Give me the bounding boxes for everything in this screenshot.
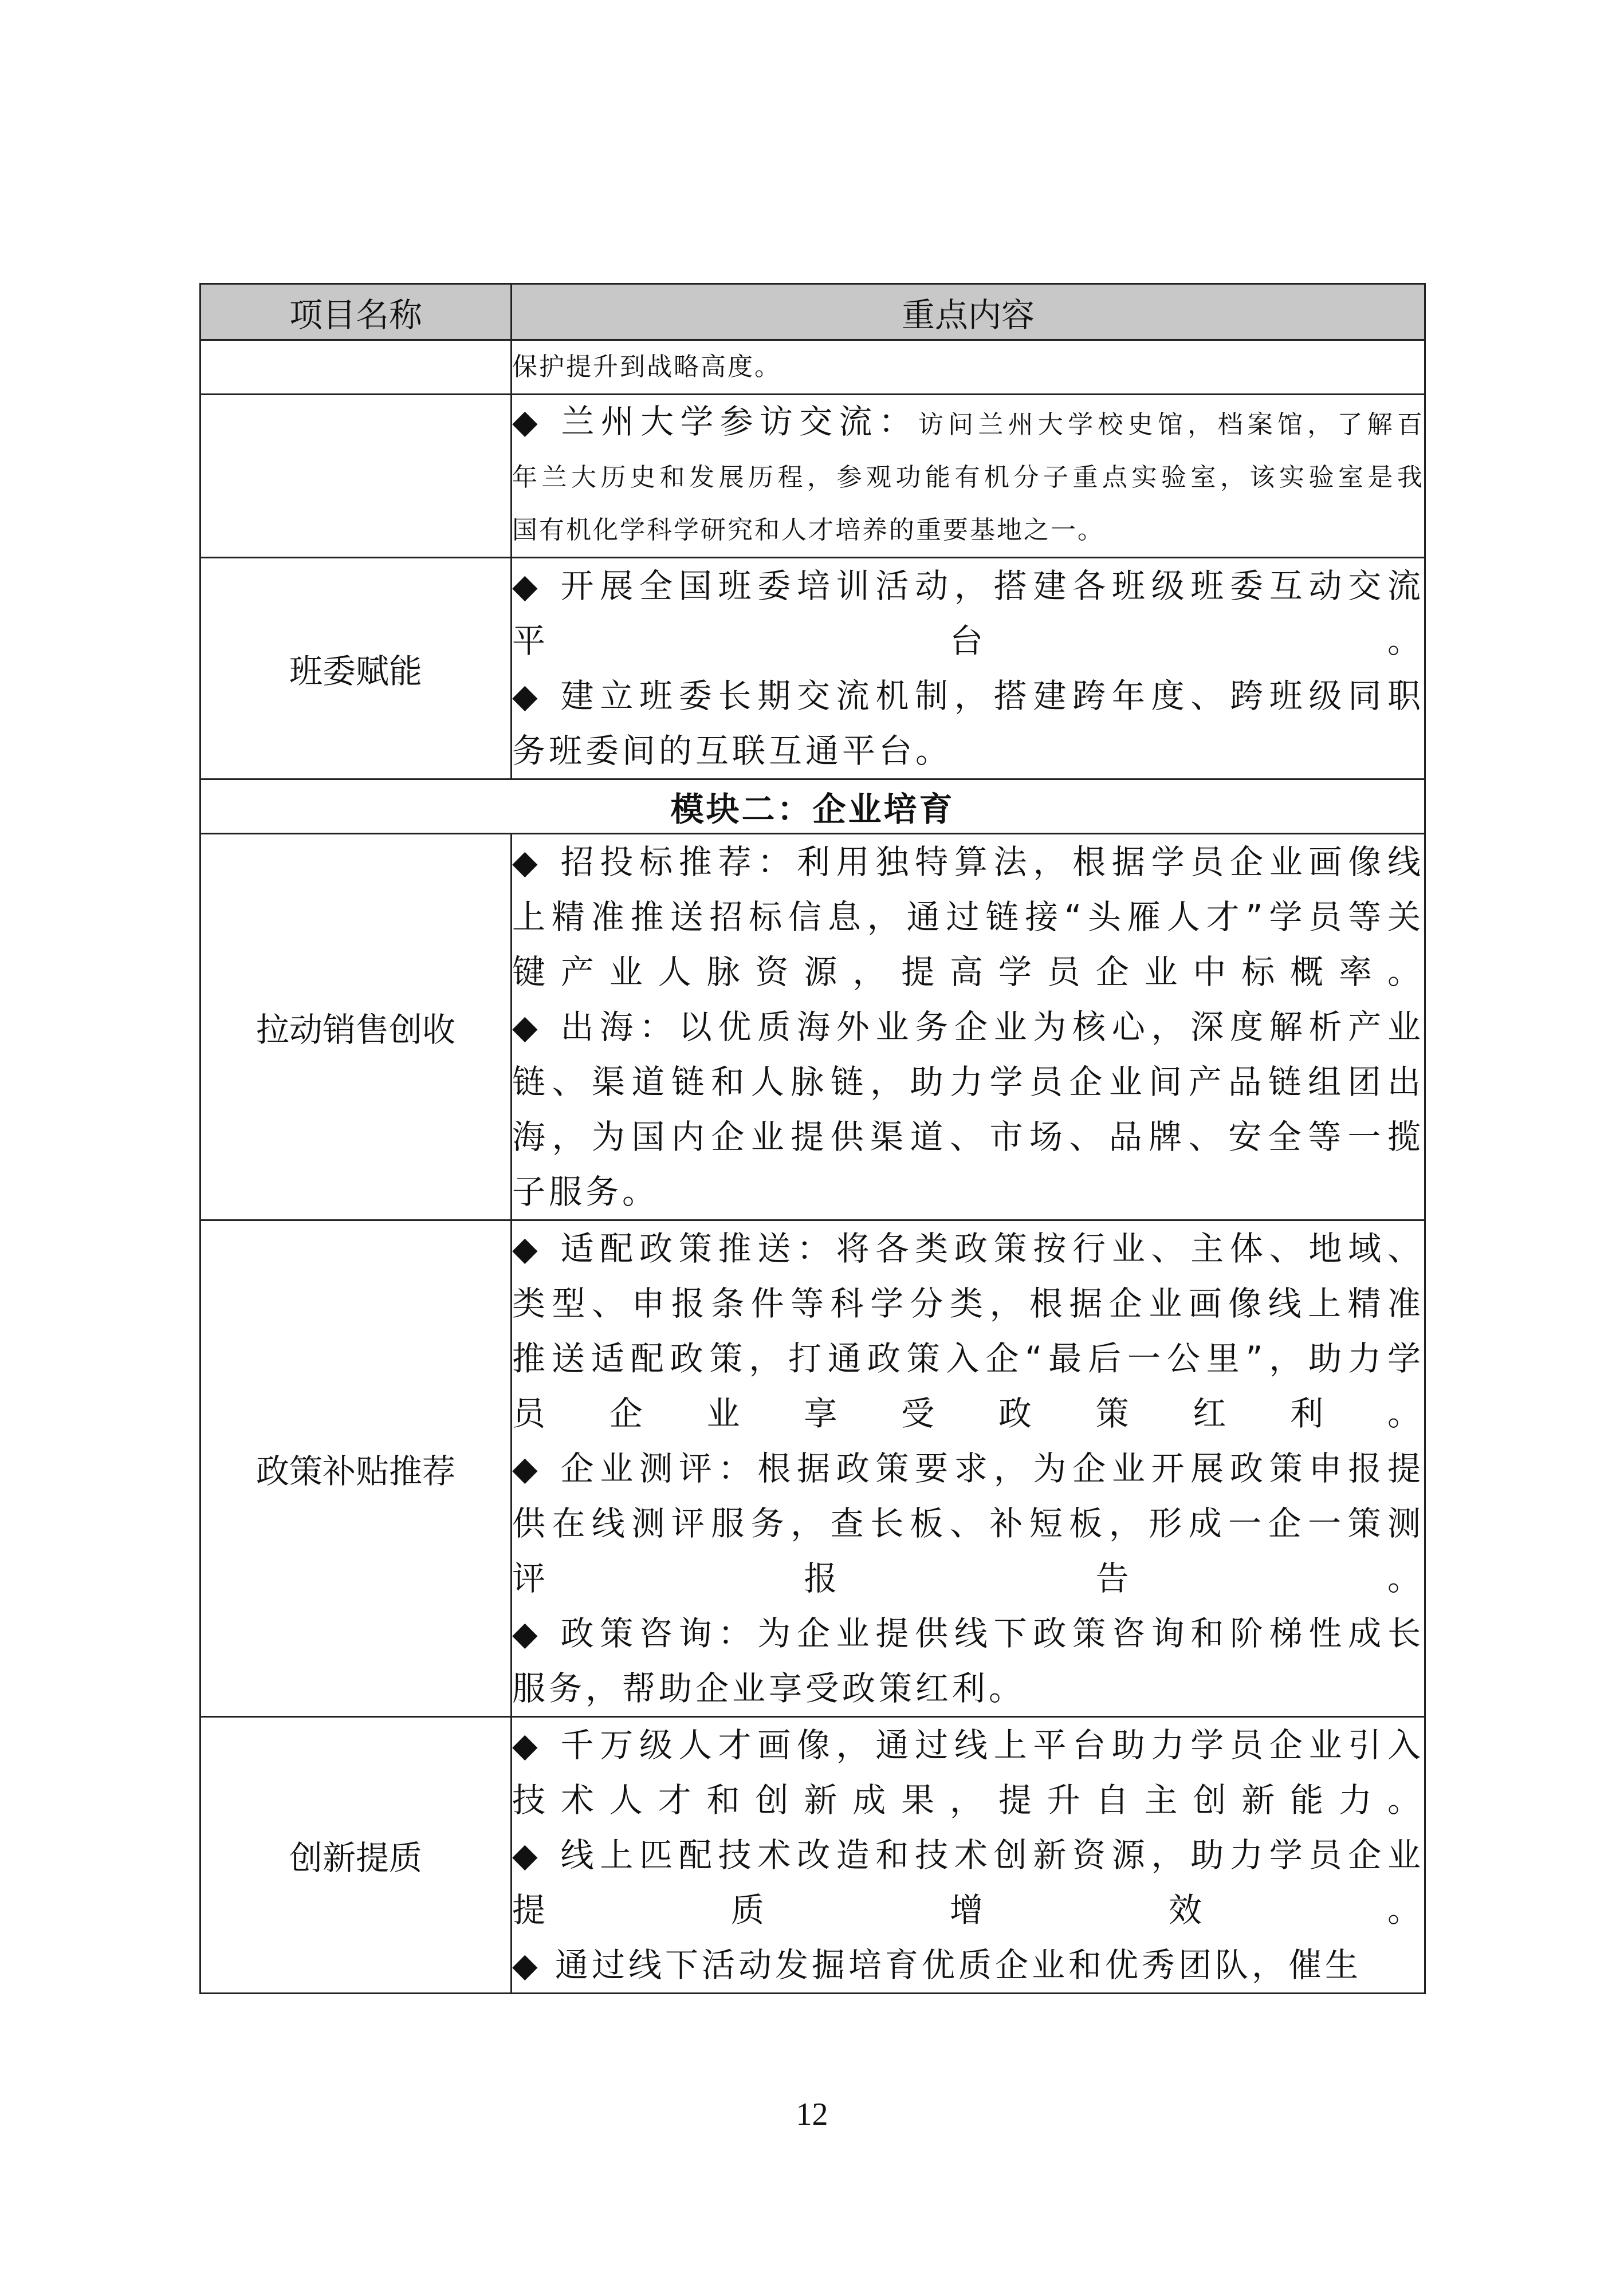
key-content-cell — [512, 834, 1425, 1220]
content-line: 海，为国内企业提供渠道、市场、品牌、安全等一揽 — [512, 1117, 1424, 1156]
content-line: 供在线测评服务，查长板、补短板，形成一企一策测 — [512, 1504, 1424, 1543]
key-content-cell — [512, 395, 1425, 558]
content-line: 推送适配政策，打通政策入企“最后一公里”，助力学 — [512, 1339, 1424, 1378]
content-line: ◆ 线上匹配技术改造和技术创新资源，助力学员企业 — [512, 1836, 1424, 1874]
content-line — [512, 395, 1424, 451]
table-row — [200, 395, 1425, 558]
content-line: ◆ 适配政策推送：将各类政策按行业、主体、地域、 — [512, 1229, 1424, 1268]
content-line: ◆ 政策咨询：为企业提供线下政策咨询和阶梯性成长 — [512, 1614, 1424, 1653]
header-key-content: 重点内容 — [512, 284, 1425, 340]
content-line: ◆ 招投标推荐：利用独特算法，根据学员企业画像线 — [512, 842, 1424, 881]
table-row — [200, 558, 1425, 779]
content-table — [199, 283, 1426, 1994]
content-line: 技术人才和创新成果，提升自主创新能力。 — [512, 1781, 1424, 1820]
project-name-cell: 班委赋能 — [200, 558, 512, 779]
section-title: 模块二：企业培育 — [200, 779, 1425, 834]
header-project-name: 项目名称 — [200, 284, 512, 340]
content-line: 保护提升到战略高度。 — [512, 352, 781, 381]
content-line: 员企业享受政策红利。 — [512, 1394, 1424, 1433]
project-name-cell: 创新提质 — [200, 1717, 512, 1994]
content-line: 服务，帮助企业享受政策红利。 — [512, 1669, 1026, 1708]
content-line: ◆ 建立班委长期交流机制，搭建跨年度、跨班级同职 — [512, 676, 1424, 715]
content-line: 子服务。 — [512, 1172, 659, 1211]
table-row — [200, 1220, 1425, 1717]
key-content-cell — [512, 1717, 1425, 1994]
content-line: 键产业人脉资源，提高学员企业中标概率。 — [512, 952, 1424, 991]
page-number: 12 — [796, 2097, 828, 2132]
project-name-cell: 拉动销售创收 — [200, 834, 512, 1220]
content-line: ◆ 出海：以优质海外业务企业为核心，深度解析产业 — [512, 1007, 1424, 1046]
content-line: 平台。 — [512, 621, 1424, 660]
key-content-cell — [512, 558, 1425, 779]
content-line: ◆ 开展全国班委培训活动，搭建各班级班委互动交流 — [512, 566, 1424, 605]
content-line: 类型、申报条件等科学分类，根据企业画像线上精准 — [512, 1284, 1424, 1323]
content-line: 链、渠道链和人脉链，助力学员企业间产品链组团出 — [512, 1062, 1424, 1101]
content-line: ◆ 企业测评：根据政策要求，为企业开展政策申报提 — [512, 1449, 1424, 1488]
project-name-cell — [200, 340, 512, 395]
content-lead: ◆ 兰州大学参访交流： — [512, 402, 918, 441]
content-line: 上精准推送招标信息，通过链接“头雁人才”学员等关 — [512, 897, 1424, 936]
content-text: 访问兰州大学校史馆，档案馆，了解百 — [918, 410, 1424, 439]
content-line: ◆ 千万级人才画像，通过线上平台助力学员企业引入 — [512, 1726, 1424, 1765]
table-header-row — [200, 284, 1425, 340]
table-row — [200, 340, 1425, 395]
section-header-row — [200, 779, 1425, 834]
content-line: 务班委间的互联互通平台。 — [512, 731, 953, 770]
content-line: 提质增效。 — [512, 1891, 1424, 1929]
content-line: 国有机化学科学研究和人才培养的重要基地之一。 — [512, 515, 1104, 545]
key-content-cell — [512, 340, 1425, 395]
table-row — [200, 1717, 1425, 1994]
project-name-cell: 政策补贴推荐 — [200, 1220, 512, 1717]
content-line: 年兰大历史和发展历程，参观功能有机分子重点实验室，该实验室是我 — [512, 463, 1424, 492]
content-line: 评报告。 — [512, 1559, 1424, 1598]
project-name-cell — [200, 395, 512, 558]
table-row — [200, 834, 1425, 1220]
content-line: ◆ 通过线下活动发掘培育优质企业和优秀团队，催生 — [512, 1946, 1362, 1984]
key-content-cell — [512, 1220, 1425, 1717]
